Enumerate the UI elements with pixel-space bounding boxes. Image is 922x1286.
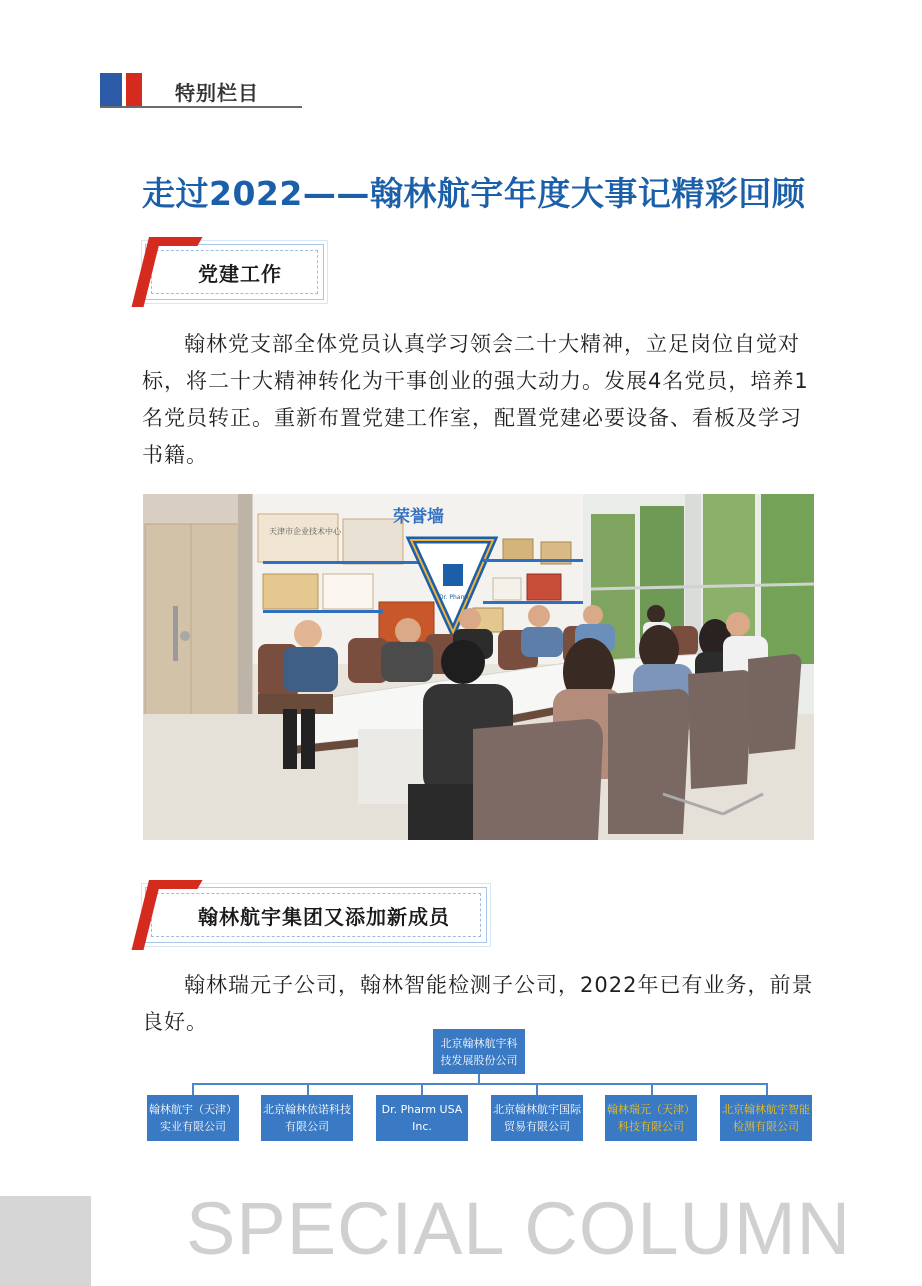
org-root-node: 北京翰林航宇科技发展股份公司 <box>433 1029 525 1074</box>
org-child-node: Dr. Pharm USA Inc. <box>376 1095 468 1141</box>
org-child-node: 北京翰林依诺科技有限公司 <box>261 1095 353 1141</box>
section1-paragraph: 翰林党支部全体党员认真学习领会二十大精神，立足岗位自觉对标，将二十大精神转化为干事创业的强大动力。发展4名党员，培养1名党员转正。重新布置党建工作室，配置党建必要设备、看板及学习书籍。 <box>142 332 809 467</box>
plaque-label: 天津市企业技术中心 <box>269 527 341 536</box>
section-heading-label: 翰林航宇集团又添加新成员 <box>198 905 450 929</box>
org-connector-drop <box>421 1083 423 1095</box>
org-child-node-new: 北京翰林航宇智能检测有限公司 <box>720 1095 812 1141</box>
section-heading-label: 党建工作 <box>198 262 282 286</box>
footer-gray-block <box>0 1196 91 1286</box>
honor-wall-sign: 荣誉墙 <box>393 507 444 527</box>
org-child-node: 翰林航宇（天津）实业有限公司 <box>147 1095 239 1141</box>
logo-text: Dr. Pharm <box>439 594 469 601</box>
footer-watermark-text: SPECIAL COLUMN <box>186 1187 852 1270</box>
org-child-node: 北京翰林航宇国际贸易有限公司 <box>491 1095 583 1141</box>
org-connector-drop <box>651 1083 653 1095</box>
header-red-bar <box>126 73 142 108</box>
meeting-photo <box>143 494 814 840</box>
section-heading-party-building <box>145 244 324 300</box>
section2-paragraph: 翰林瑞元子公司，翰林智能检测子公司，2022年已有业务，前景良好。 <box>142 973 814 1034</box>
header-underline <box>100 106 302 108</box>
column-label: 特别栏目 <box>175 81 259 105</box>
header-blue-bar <box>100 73 122 108</box>
org-connector-drop <box>536 1083 538 1095</box>
page-title: 走过2022——翰林航宇年度大事记精彩回顾 <box>142 174 806 213</box>
org-connector-horizontal <box>192 1083 768 1085</box>
org-connector-drop <box>307 1083 309 1095</box>
section-heading-new-members <box>145 887 487 943</box>
org-connector-drop <box>192 1083 194 1095</box>
org-child-node-new: 翰林瑞元（天津）科技有限公司 <box>605 1095 697 1141</box>
org-connector-drop <box>766 1083 768 1095</box>
